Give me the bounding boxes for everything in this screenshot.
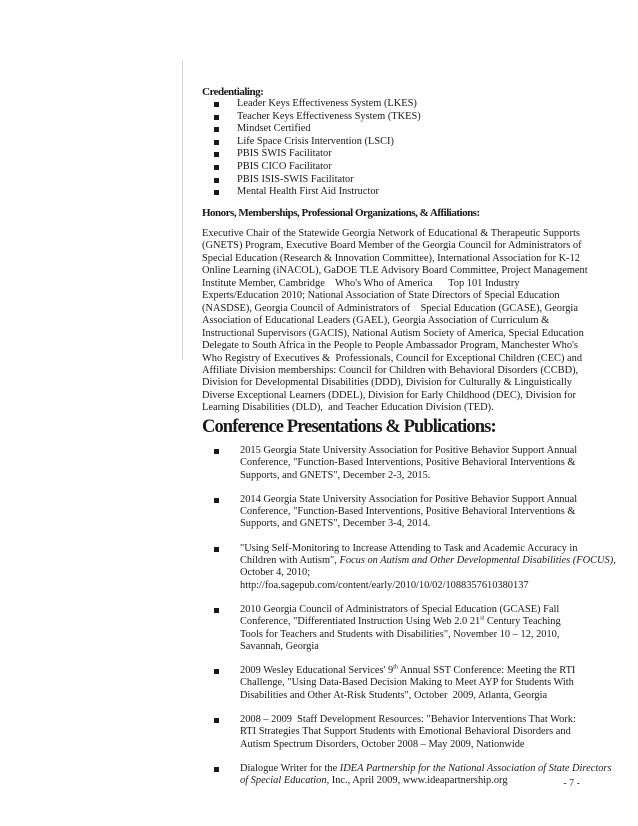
honors-line: Experts/Education 2010; National Association of State Directors of Special Education bbox=[202, 290, 560, 302]
list-item: PBIS ISIS-SWIS Facilitator bbox=[214, 174, 421, 187]
honors-line: Association of Educational Leaders (GAEL), Georgia Association of Curriculum & bbox=[202, 315, 550, 327]
publications-list bbox=[214, 445, 616, 800]
list-item: Mindset Certified bbox=[214, 123, 421, 136]
margin-rule bbox=[182, 60, 183, 360]
honors-line: Who Registry of Executives & Professionals, Council for Exceptional Children (CEC) and bbox=[202, 352, 583, 364]
bullet-icon bbox=[214, 127, 219, 132]
list-item: Teacher Keys Effectiveness System (TKES) bbox=[214, 111, 421, 124]
honors-line: (NASDSE), Georgia Council of Administrators of Special Education (GCASE), Georgia bbox=[202, 302, 578, 314]
honors-line: Institute Member, Cambridge Who's Who of America Top 101 Industry bbox=[202, 277, 520, 289]
honors-line: Affiliate Division memberships: Council for Children with Behavioral Disorders (CCBD), bbox=[202, 364, 579, 376]
bullet-icon bbox=[214, 767, 219, 772]
honors-line: Division for Developmental Disabilities (DDD), Division for Culturally & Linguistically bbox=[202, 377, 572, 389]
bullet-icon bbox=[214, 115, 219, 120]
bullet-icon bbox=[214, 178, 219, 183]
bullet-icon bbox=[214, 449, 219, 454]
bullet-icon bbox=[214, 165, 219, 170]
list-item: "Using Self-Monitoring to Increase Attending to Task and Academic Accuracy in Children with Autism", Focus on Autism and Other Developmental Disabilities (FOCUS), October 4, 2010; http://foa.sagepub.com/content/early/2010/10/02/1088357610380137 bbox=[214, 543, 594, 592]
list-item: 2009 Wesley Educational Services' 9th Annual SST Conference: Meeting the RTI Challenge, "Using Data-Based Decision Making to Meet AYP for Students With Disabilities and Other At-Risk Students", October 2009, Atlanta, Georgia bbox=[214, 665, 594, 702]
honors-line: Delegate to South Africa in the People to People Ambassador Program, Manchester Who's bbox=[202, 340, 578, 352]
bullet-icon bbox=[214, 718, 219, 723]
bullet-icon bbox=[214, 102, 219, 107]
honors-line: Learning Disabilities (DLD), and Teacher Education Division (TED). bbox=[202, 402, 494, 414]
honors-line: Special Education (Research & Innovation Committee), International Association for K-12 bbox=[202, 252, 580, 264]
bullet-icon bbox=[214, 190, 219, 195]
honors-line: (GNETS) Program, Executive Board Member of the Georgia Council for Administrators of bbox=[202, 240, 582, 252]
list-item: 2014 Georgia State University Association for Positive Behavior Support Annual Conference, "Function-Based Interventions, Positive Behavioral Interventions & Supports, and GNETS", December 3-4, 2014. bbox=[214, 494, 594, 531]
publication-link[interactable]: http://foa.sagepub.com/content/early/2010/10/02/1088357610380137 bbox=[240, 579, 529, 591]
list-item: 2015 Georgia State University Association for Positive Behavior Support Annual Conference, "Function-Based Interventions, Positive Behavioral Interventions & Supports, and GNETS", December 2-3, 2015. bbox=[214, 445, 594, 482]
bullet-icon bbox=[214, 140, 219, 145]
bullet-icon bbox=[214, 152, 219, 157]
bullet-icon bbox=[214, 669, 219, 674]
honors-line: Executive Chair of the Statewide Georgia Network of Educational & Therapeutic Supports bbox=[202, 228, 580, 239]
bullet-icon bbox=[214, 608, 219, 613]
credentialing-list bbox=[214, 98, 421, 199]
credentialing-heading: Credentialing: bbox=[202, 86, 264, 98]
bullet-icon bbox=[214, 498, 219, 503]
list-item: 2008 – 2009 Staff Development Resources: "Behavior Interventions That Work: RTI Strategies That Support Students with Emotional Behavioral Disorders and Autism Spectrum Disorders, October 2008 – May 2009, Nationwide bbox=[214, 714, 594, 751]
list-item: Life Space Crisis Intervention (LSCI) bbox=[214, 136, 421, 149]
list-item: 2010 Georgia Council of Administrators of Special Education (GCASE) Fall Conference, "Differentiated Instruction Using Web 2.0 21st Century Teaching Tools for Teachers and Students with Disabilities", November 10 – 12, 2010, Savannah, Georgia bbox=[214, 604, 594, 653]
bullet-icon bbox=[214, 547, 219, 552]
list-item: Dialogue Writer for the IDEA Partnership for the National Association of State Directors of Special Education, Inc., April 2009, www.ideapartnership.org bbox=[214, 763, 594, 788]
honors-line: Online Learning (iNACOL), GaDOE TLE Advisory Board Committee, Project Management bbox=[202, 265, 588, 277]
honors-heading: Honors, Memberships, Professional Organizations, & Affiliations: bbox=[202, 207, 480, 219]
conference-heading: Conference Presentations & Publications: bbox=[202, 417, 496, 437]
honors-paragraph bbox=[202, 228, 612, 415]
list-item: Leader Keys Effectiveness System (LKES) bbox=[214, 98, 421, 111]
list-item: PBIS CICO Facilitator bbox=[214, 161, 421, 174]
list-item: Mental Health First Aid Instructor bbox=[214, 186, 421, 199]
honors-line: Instructional Supervisors (GACIS), National Autism Society of America, Special Education bbox=[202, 327, 584, 339]
honors-line: Diverse Exceptional Learners (DDEL), Division for Early Childhood (DEC), Division for bbox=[202, 389, 576, 401]
page-number: - 7 - bbox=[563, 778, 580, 789]
list-item: PBIS SWIS Facilitator bbox=[214, 148, 421, 161]
